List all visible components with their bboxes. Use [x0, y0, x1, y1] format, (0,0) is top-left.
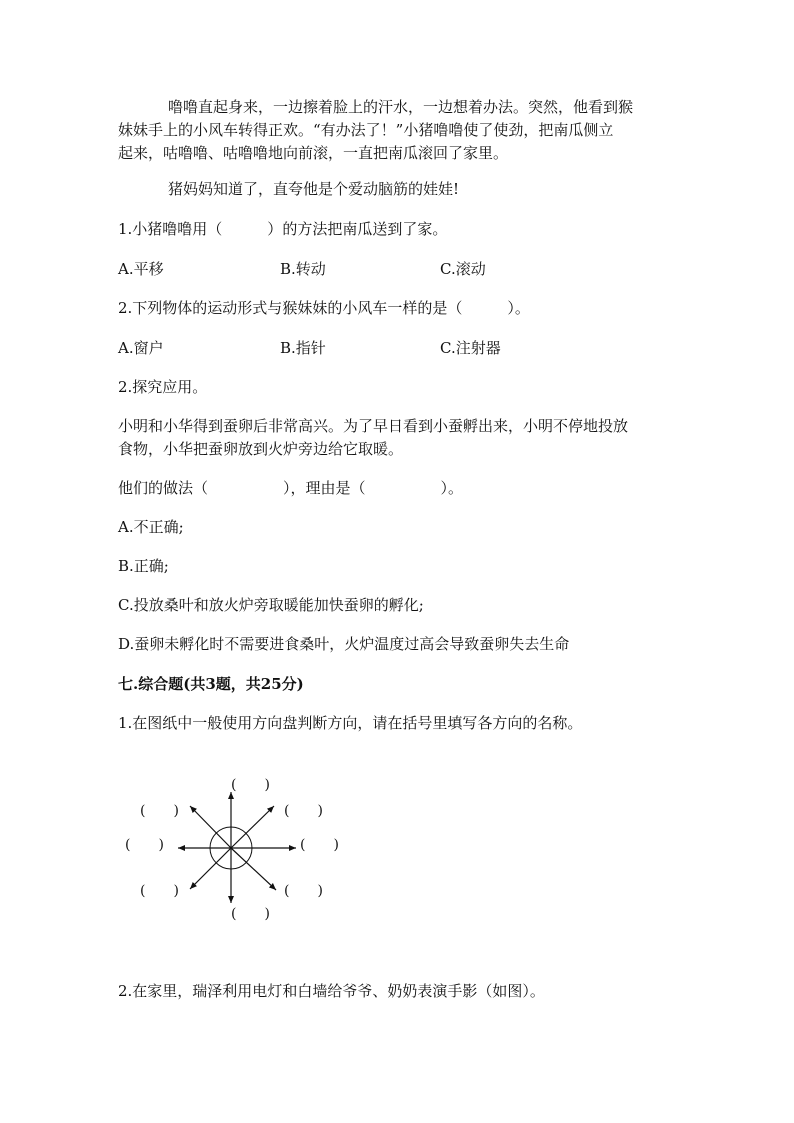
exploration-option-a: A.不正确; [118, 518, 184, 536]
compass-blank-south[interactable]: ( ) [231, 906, 270, 922]
story-paragraph-1-line-3: 起来，咕噜噜、咕噜噜地向前滚，一直把南瓜滚回了家里。 [118, 144, 509, 162]
question-2-option-b: B.指针 [280, 339, 326, 357]
exploration-text-line-1: 小明和小华得到蚕卵后非常高兴。为了早日看到小蚕孵出来，小明不停地投放 [118, 417, 629, 435]
compass-blank-north[interactable]: ( ) [231, 777, 270, 793]
question-1-stem: 1.小猪噜噜用（ ）的方法把南瓜送到了家。 [118, 220, 448, 238]
compass-arrow-southeast [231, 848, 276, 890]
section-7-question-2-stem: 2.在家里，瑞泽利用电灯和白墙给爷爷、奶奶表演手影（如图）。 [118, 982, 545, 1000]
exploration-option-c: C.投放桑叶和放火炉旁取暖能加快蚕卵的孵化; [118, 596, 424, 614]
section-7-question-1-stem: 1.在图纸中一般使用方向盘判断方向，请在括号里填写各方向的名称。 [118, 714, 583, 732]
story-paragraph-2: 猪妈妈知道了，直夸他是个爱动脑筋的娃娃! [168, 180, 460, 198]
story-paragraph-1-line-2: 妹妹手上的小风车转得正欢。“有办法了！”小猪噜噜使了使劲，把南瓜侧立 [118, 121, 614, 139]
compass-arrow-northeast [231, 806, 274, 848]
question-2-stem: 2.下列物体的运动形式与猴妹妹的小风车一样的是（ ）。 [118, 299, 530, 317]
question-2-option-c: C.注射器 [440, 339, 501, 357]
exploration-option-d: D.蚕卵未孵化时不需要进食桑叶，火炉温度过高会导致蚕卵失去生命 [118, 635, 570, 653]
compass-blank-northeast[interactable]: ( ) [284, 803, 323, 819]
compass-blank-northwest[interactable]: ( ) [140, 803, 179, 819]
exploration-stem: 他们的做法（ ），理由是（ ）。 [118, 479, 464, 497]
question-1-option-a: A.平移 [118, 260, 164, 278]
exploration-option-b: B.正确; [118, 557, 169, 575]
section-7-heading: 七.综合题(共3题，共25分) [118, 675, 304, 693]
exploration-title: 2.探究应用。 [118, 378, 208, 396]
compass-blank-southeast[interactable]: ( ) [284, 883, 323, 899]
question-1-option-c: C.滚动 [440, 260, 486, 278]
story-paragraph-1-line-1: 噜噜直起身来，一边擦着脸上的汗水，一边想着办法。突然，他看到猴 [168, 98, 634, 116]
question-2-option-a: A.窗户 [118, 339, 164, 357]
compass-blank-west[interactable]: ( ) [125, 837, 164, 853]
compass-blank-southwest[interactable]: ( ) [140, 883, 179, 899]
exploration-text-line-2: 食物，小华把蚕卵放到火炉旁边给它取暖。 [118, 440, 404, 458]
compass-blank-east[interactable]: ( ) [300, 837, 339, 853]
question-1-option-b: B.转动 [280, 260, 326, 278]
